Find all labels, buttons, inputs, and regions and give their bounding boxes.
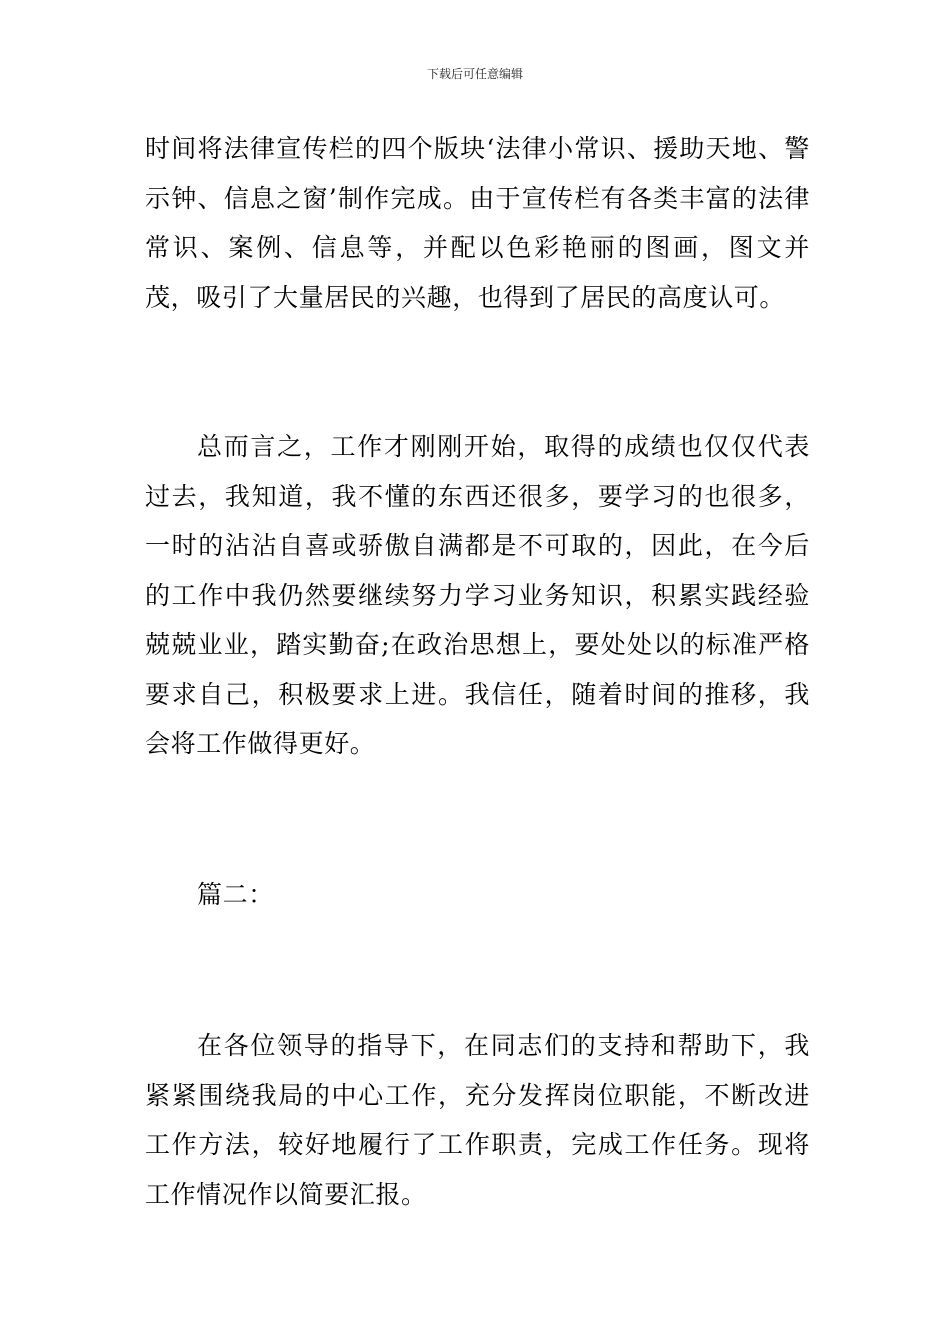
page-header: 下载后可任意编辑: [426, 67, 523, 81]
paragraph-legal-board: 时间将法律宣传栏的四个版块‘法律小常识、援助天地、警示钟、信息之窗’制作完成。由于宣传栏有各类丰富的法律常识、案例、信息等，并配以色彩艳丽的图画，图文并茂，吸引了大量居民的兴趣，也得到了居民的高度认可。: [145, 134, 810, 312]
section-heading-part-two: 篇二：: [197, 880, 274, 909]
paragraph-part-two-intro: 在各位领导的指导下，在同志们的支持和帮助下，我紧紧围绕我局的中心工作，充分发挥岗位职能，不断改进工作方法，较好地履行了工作职责，完成工作任务。现将工作情况作以简要汇报。: [145, 1031, 810, 1209]
paragraph-summary: 总而言之，工作才刚刚开始，取得的成绩也仅仅代表过去，我知道，我不懂的东西还很多，要学习的也很多，一时的沾沾自喜或骄傲自满都是不可取的，因此，在今后的工作中我仍然要继续努力学习业务知识，积累实践经验兢兢业业，踏实勤奋;在政治思想上，要处处以的标准严格要求自己，积极要求上进。我信任，随着时间的推移，我会将工作做得更好。: [145, 432, 810, 758]
